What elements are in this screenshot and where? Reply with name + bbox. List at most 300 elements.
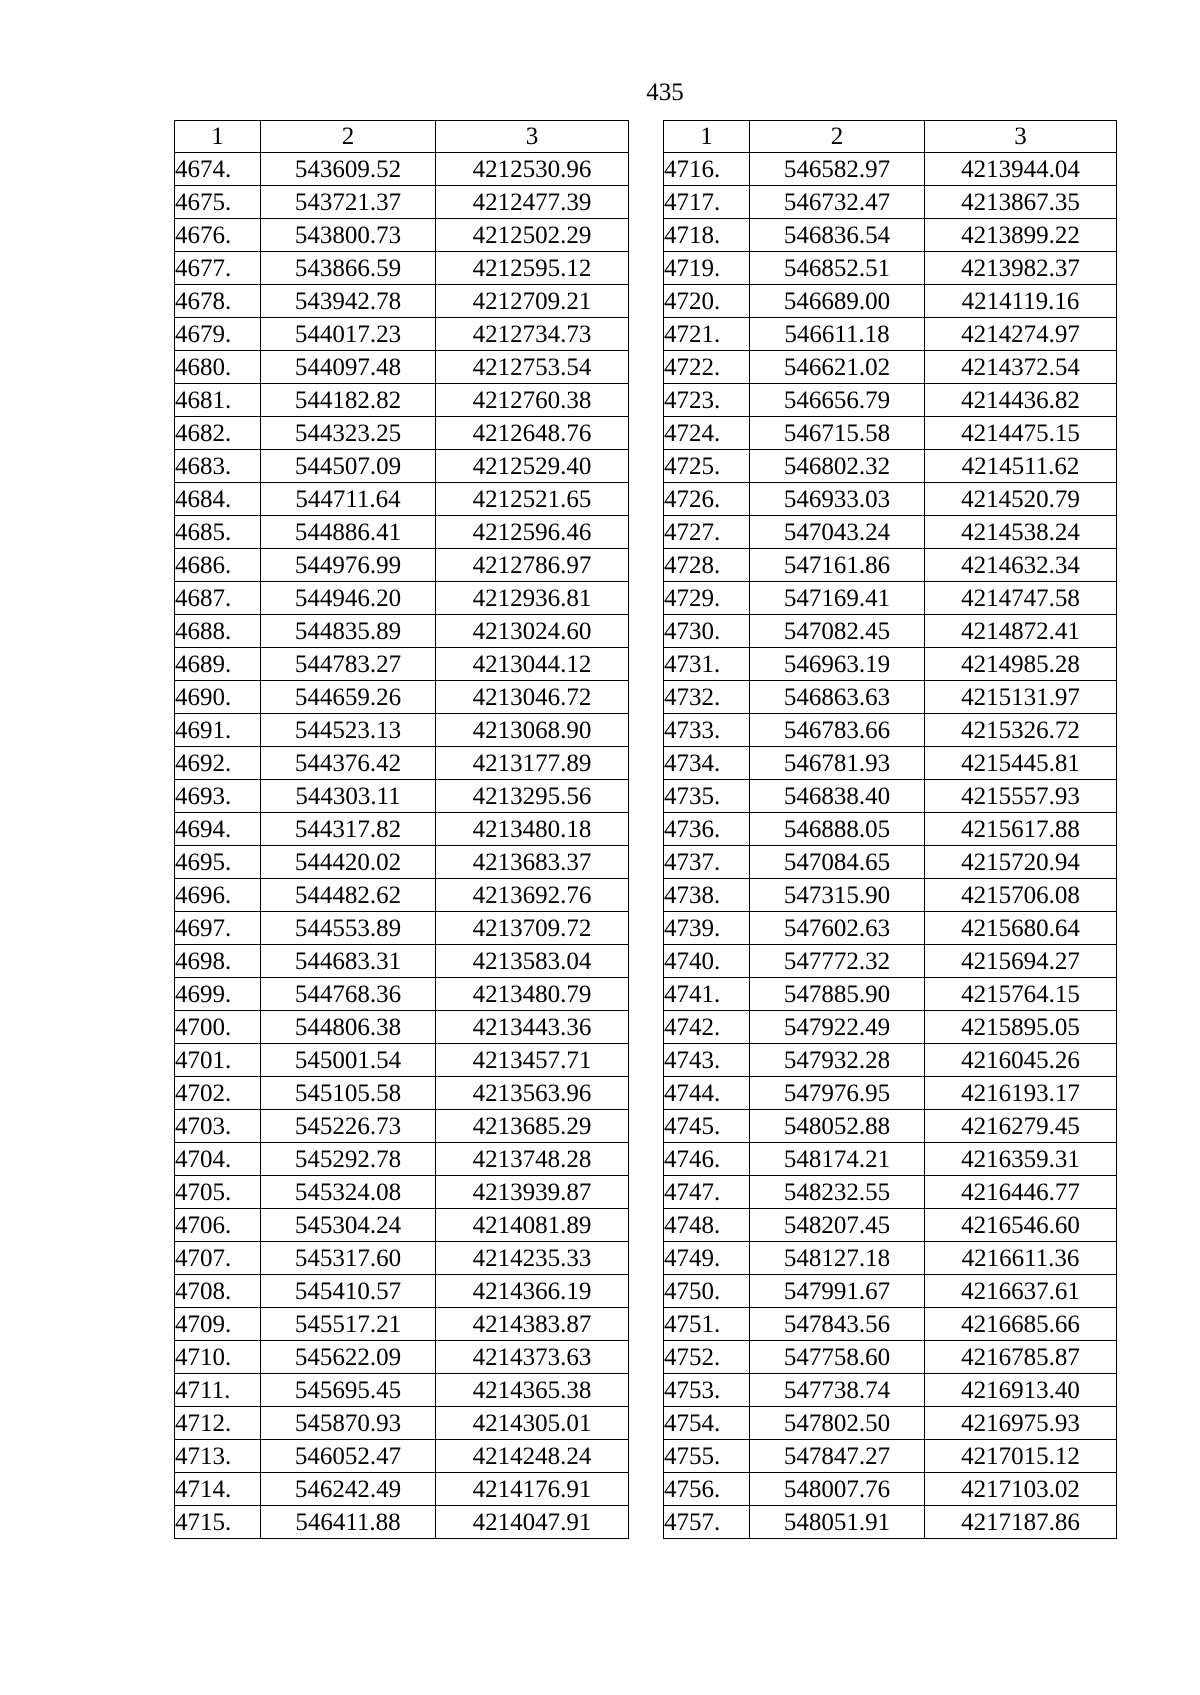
x-coordinate-cell: 547161.86: [750, 549, 925, 582]
y-coordinate-cell: 4214538.24: [925, 516, 1117, 549]
point-number-cell: 4680.: [175, 351, 261, 384]
point-number-cell: 4675.: [175, 186, 261, 219]
table-row: [664, 1077, 1117, 1110]
y-coordinate-cell: 4216913.40: [925, 1374, 1117, 1407]
x-coordinate-cell: 544482.62: [261, 879, 436, 912]
y-coordinate-cell: 4215720.94: [925, 846, 1117, 879]
table-row: [175, 1407, 629, 1440]
y-coordinate-cell: 4213024.60: [436, 615, 629, 648]
x-coordinate-cell: 547847.27: [750, 1440, 925, 1473]
x-coordinate-cell: 545517.21: [261, 1308, 436, 1341]
x-coordinate-cell: 545304.24: [261, 1209, 436, 1242]
table-row: [175, 582, 629, 615]
point-number-cell: 4682.: [175, 417, 261, 450]
y-coordinate-cell: 4213583.04: [436, 945, 629, 978]
x-coordinate-cell: 544711.64: [261, 483, 436, 516]
x-coordinate-cell: 544097.48: [261, 351, 436, 384]
y-coordinate-cell: 4213899.22: [925, 219, 1117, 252]
x-coordinate-cell: 545695.45: [261, 1374, 436, 1407]
coordinates-table-right: [663, 120, 1117, 1539]
x-coordinate-cell: 546852.51: [750, 252, 925, 285]
y-coordinate-cell: 4212502.29: [436, 219, 629, 252]
x-coordinate-cell: 544017.23: [261, 318, 436, 351]
y-coordinate-cell: 4213480.79: [436, 978, 629, 1011]
y-coordinate-cell: 4213685.29: [436, 1110, 629, 1143]
table-row: [664, 879, 1117, 912]
x-coordinate-cell: 547084.65: [750, 846, 925, 879]
x-coordinate-cell: 544303.11: [261, 780, 436, 813]
y-coordinate-cell: 4215557.93: [925, 780, 1117, 813]
x-coordinate-cell: 545410.57: [261, 1275, 436, 1308]
y-coordinate-cell: 4213748.28: [436, 1143, 629, 1176]
x-coordinate-cell: 547169.41: [750, 582, 925, 615]
header-row: [175, 121, 629, 153]
point-number-cell: 4723.: [664, 384, 750, 417]
x-coordinate-cell: 546732.47: [750, 186, 925, 219]
x-coordinate-cell: 544783.27: [261, 648, 436, 681]
y-coordinate-cell: 4212936.81: [436, 582, 629, 615]
table-row: [664, 1341, 1117, 1374]
y-coordinate-cell: 4215706.08: [925, 879, 1117, 912]
x-coordinate-cell: 547043.24: [750, 516, 925, 549]
point-number-cell: 4691.: [175, 714, 261, 747]
y-coordinate-cell: 4216446.77: [925, 1176, 1117, 1209]
point-number-cell: 4712.: [175, 1407, 261, 1440]
y-coordinate-cell: 4214248.24: [436, 1440, 629, 1473]
point-number-cell: 4757.: [664, 1506, 750, 1539]
table-row: [664, 1374, 1117, 1407]
y-coordinate-cell: 4214047.91: [436, 1506, 629, 1539]
x-coordinate-cell: 546411.88: [261, 1506, 436, 1539]
x-coordinate-cell: 546781.93: [750, 747, 925, 780]
x-coordinate-cell: 543609.52: [261, 153, 436, 186]
y-coordinate-cell: 4212753.54: [436, 351, 629, 384]
y-coordinate-cell: 4213443.36: [436, 1011, 629, 1044]
y-coordinate-cell: 4212786.97: [436, 549, 629, 582]
y-coordinate-cell: 4216685.66: [925, 1308, 1117, 1341]
table-row: [175, 1374, 629, 1407]
x-coordinate-cell: 545226.73: [261, 1110, 436, 1143]
table-row: [175, 1176, 629, 1209]
y-coordinate-cell: 4214365.38: [436, 1374, 629, 1407]
table-row: [175, 813, 629, 846]
point-number-cell: 4733.: [664, 714, 750, 747]
x-coordinate-cell: 544768.36: [261, 978, 436, 1011]
x-coordinate-cell: 546242.49: [261, 1473, 436, 1506]
point-number-cell: 4754.: [664, 1407, 750, 1440]
y-coordinate-cell: 4216611.36: [925, 1242, 1117, 1275]
point-number-cell: 4705.: [175, 1176, 261, 1209]
table-body: [664, 153, 1117, 1539]
x-coordinate-cell: 548051.91: [750, 1506, 925, 1539]
table-row: [664, 219, 1117, 252]
x-coordinate-cell: 547772.32: [750, 945, 925, 978]
y-coordinate-cell: 4216045.26: [925, 1044, 1117, 1077]
table-row: [175, 714, 629, 747]
point-number-cell: 4729.: [664, 582, 750, 615]
table-row: [175, 186, 629, 219]
table-row: [175, 1044, 629, 1077]
y-coordinate-cell: 4214081.89: [436, 1209, 629, 1242]
x-coordinate-cell: 544317.82: [261, 813, 436, 846]
x-coordinate-cell: 546656.79: [750, 384, 925, 417]
point-number-cell: 4687.: [175, 582, 261, 615]
table-row: [175, 1275, 629, 1308]
x-coordinate-cell: 544886.41: [261, 516, 436, 549]
point-number-cell: 4697.: [175, 912, 261, 945]
y-coordinate-cell: 4214475.15: [925, 417, 1117, 450]
x-coordinate-cell: 547922.49: [750, 1011, 925, 1044]
point-number-cell: 4677.: [175, 252, 261, 285]
y-coordinate-cell: 4215895.05: [925, 1011, 1117, 1044]
header-col-3: 3: [436, 121, 629, 153]
x-coordinate-cell: 547758.60: [750, 1341, 925, 1374]
x-coordinate-cell: 545292.78: [261, 1143, 436, 1176]
header-col-2: 2: [261, 121, 436, 153]
point-number-cell: 4699.: [175, 978, 261, 1011]
table-row: [664, 714, 1117, 747]
point-number-cell: 4735.: [664, 780, 750, 813]
table-row: [664, 417, 1117, 450]
table-row: [664, 1440, 1117, 1473]
header-col-1: 1: [664, 121, 750, 153]
table-row: [175, 285, 629, 318]
y-coordinate-cell: 4212521.65: [436, 483, 629, 516]
point-number-cell: 4696.: [175, 879, 261, 912]
x-coordinate-cell: 546582.97: [750, 153, 925, 186]
point-number-cell: 4731.: [664, 648, 750, 681]
x-coordinate-cell: 545870.93: [261, 1407, 436, 1440]
y-coordinate-cell: 4214119.16: [925, 285, 1117, 318]
table-row: [175, 1308, 629, 1341]
y-coordinate-cell: 4212596.46: [436, 516, 629, 549]
table-row: [175, 351, 629, 384]
y-coordinate-cell: 4213683.37: [436, 846, 629, 879]
y-coordinate-cell: 4213944.04: [925, 153, 1117, 186]
table-row: [664, 1506, 1117, 1539]
table-row: [664, 516, 1117, 549]
y-coordinate-cell: 4214274.97: [925, 318, 1117, 351]
point-number-cell: 4741.: [664, 978, 750, 1011]
point-number-cell: 4749.: [664, 1242, 750, 1275]
point-number-cell: 4730.: [664, 615, 750, 648]
table-header: [175, 121, 629, 153]
point-number-cell: 4743.: [664, 1044, 750, 1077]
point-number-cell: 4738.: [664, 879, 750, 912]
point-number-cell: 4695.: [175, 846, 261, 879]
table-row: [664, 912, 1117, 945]
y-coordinate-cell: 4217187.86: [925, 1506, 1117, 1539]
point-number-cell: 4726.: [664, 483, 750, 516]
point-number-cell: 4747.: [664, 1176, 750, 1209]
table-row: [664, 681, 1117, 714]
table-row: [175, 1341, 629, 1374]
x-coordinate-cell: 547738.74: [750, 1374, 925, 1407]
y-coordinate-cell: 4214511.62: [925, 450, 1117, 483]
y-coordinate-cell: 4215764.15: [925, 978, 1117, 1011]
y-coordinate-cell: 4213046.72: [436, 681, 629, 714]
point-number-cell: 4679.: [175, 318, 261, 351]
y-coordinate-cell: 4212530.96: [436, 153, 629, 186]
x-coordinate-cell: 544523.13: [261, 714, 436, 747]
point-number-cell: 4711.: [175, 1374, 261, 1407]
table-row: [664, 1011, 1117, 1044]
point-number-cell: 4752.: [664, 1341, 750, 1374]
point-number-cell: 4728.: [664, 549, 750, 582]
y-coordinate-cell: 4213480.18: [436, 813, 629, 846]
x-coordinate-cell: 545324.08: [261, 1176, 436, 1209]
point-number-cell: 4739.: [664, 912, 750, 945]
y-coordinate-cell: 4215326.72: [925, 714, 1117, 747]
table-row: [664, 285, 1117, 318]
point-number-cell: 4694.: [175, 813, 261, 846]
x-coordinate-cell: 544976.99: [261, 549, 436, 582]
table-row: [664, 1407, 1117, 1440]
point-number-cell: 4736.: [664, 813, 750, 846]
table-row: [664, 483, 1117, 516]
y-coordinate-cell: 4213867.35: [925, 186, 1117, 219]
table-row: [175, 153, 629, 186]
table-row: [664, 318, 1117, 351]
y-coordinate-cell: 4215131.97: [925, 681, 1117, 714]
y-coordinate-cell: 4216546.60: [925, 1209, 1117, 1242]
table-row: [664, 384, 1117, 417]
point-number-cell: 4753.: [664, 1374, 750, 1407]
table-row: [175, 1143, 629, 1176]
table-row: [664, 1308, 1117, 1341]
header-col-3: 3: [925, 121, 1117, 153]
x-coordinate-cell: 548174.21: [750, 1143, 925, 1176]
y-coordinate-cell: 4212734.73: [436, 318, 629, 351]
point-number-cell: 4734.: [664, 747, 750, 780]
point-number-cell: 4678.: [175, 285, 261, 318]
y-coordinate-cell: 4213044.12: [436, 648, 629, 681]
y-coordinate-cell: 4217015.12: [925, 1440, 1117, 1473]
x-coordinate-cell: 543800.73: [261, 219, 436, 252]
x-coordinate-cell: 544420.02: [261, 846, 436, 879]
point-number-cell: 4756.: [664, 1473, 750, 1506]
x-coordinate-cell: 545622.09: [261, 1341, 436, 1374]
point-number-cell: 4709.: [175, 1308, 261, 1341]
header-col-2: 2: [750, 121, 925, 153]
y-coordinate-cell: 4215445.81: [925, 747, 1117, 780]
y-coordinate-cell: 4213563.96: [436, 1077, 629, 1110]
point-number-cell: 4706.: [175, 1209, 261, 1242]
y-coordinate-cell: 4213692.76: [436, 879, 629, 912]
x-coordinate-cell: 544835.89: [261, 615, 436, 648]
point-number-cell: 4718.: [664, 219, 750, 252]
point-number-cell: 4713.: [175, 1440, 261, 1473]
y-coordinate-cell: 4212760.38: [436, 384, 629, 417]
point-number-cell: 4701.: [175, 1044, 261, 1077]
table-row: [175, 681, 629, 714]
table-row: [175, 549, 629, 582]
x-coordinate-cell: 546863.63: [750, 681, 925, 714]
y-coordinate-cell: 4215617.88: [925, 813, 1117, 846]
y-coordinate-cell: 4212709.21: [436, 285, 629, 318]
table-row: [175, 417, 629, 450]
table-row: [664, 351, 1117, 384]
y-coordinate-cell: 4216359.31: [925, 1143, 1117, 1176]
x-coordinate-cell: 546783.66: [750, 714, 925, 747]
point-number-cell: 4732.: [664, 681, 750, 714]
x-coordinate-cell: 546621.02: [750, 351, 925, 384]
y-coordinate-cell: 4214520.79: [925, 483, 1117, 516]
table-row: [175, 1506, 629, 1539]
table-row: [175, 1011, 629, 1044]
table-row: [175, 450, 629, 483]
table-header: [664, 121, 1117, 153]
point-number-cell: 4708.: [175, 1275, 261, 1308]
x-coordinate-cell: 543866.59: [261, 252, 436, 285]
table-row: [175, 615, 629, 648]
x-coordinate-cell: 544946.20: [261, 582, 436, 615]
y-coordinate-cell: 4214632.34: [925, 549, 1117, 582]
y-coordinate-cell: 4216279.45: [925, 1110, 1117, 1143]
y-coordinate-cell: 4213295.56: [436, 780, 629, 813]
table-row: [175, 846, 629, 879]
point-number-cell: 4684.: [175, 483, 261, 516]
table-row: [664, 615, 1117, 648]
y-coordinate-cell: 4214235.33: [436, 1242, 629, 1275]
table-row: [175, 747, 629, 780]
point-number-cell: 4692.: [175, 747, 261, 780]
point-number-cell: 4717.: [664, 186, 750, 219]
point-number-cell: 4748.: [664, 1209, 750, 1242]
table-row: [175, 879, 629, 912]
table-row: [664, 252, 1117, 285]
table-row: [175, 978, 629, 1011]
point-number-cell: 4737.: [664, 846, 750, 879]
table-body: [175, 153, 629, 1539]
x-coordinate-cell: 547082.45: [750, 615, 925, 648]
point-number-cell: 4750.: [664, 1275, 750, 1308]
point-number-cell: 4710.: [175, 1341, 261, 1374]
table-row: [664, 450, 1117, 483]
x-coordinate-cell: 546689.00: [750, 285, 925, 318]
table-row: [175, 219, 629, 252]
point-number-cell: 4744.: [664, 1077, 750, 1110]
table-row: [664, 1209, 1117, 1242]
point-number-cell: 4698.: [175, 945, 261, 978]
table-row: [175, 1242, 629, 1275]
y-coordinate-cell: 4212529.40: [436, 450, 629, 483]
x-coordinate-cell: 544376.42: [261, 747, 436, 780]
y-coordinate-cell: 4215680.64: [925, 912, 1117, 945]
table-row: [664, 549, 1117, 582]
x-coordinate-cell: 544323.25: [261, 417, 436, 450]
x-coordinate-cell: 546802.32: [750, 450, 925, 483]
table-row: [664, 1044, 1117, 1077]
table-row: [664, 153, 1117, 186]
table-row: [664, 582, 1117, 615]
point-number-cell: 4755.: [664, 1440, 750, 1473]
table-row: [175, 1440, 629, 1473]
point-number-cell: 4716.: [664, 153, 750, 186]
table-row: [175, 1110, 629, 1143]
point-number-cell: 4740.: [664, 945, 750, 978]
y-coordinate-cell: 4212477.39: [436, 186, 629, 219]
y-coordinate-cell: 4214366.19: [436, 1275, 629, 1308]
point-number-cell: 4702.: [175, 1077, 261, 1110]
y-coordinate-cell: 4216193.17: [925, 1077, 1117, 1110]
point-number-cell: 4725.: [664, 450, 750, 483]
x-coordinate-cell: 546838.40: [750, 780, 925, 813]
table-row: [664, 1176, 1117, 1209]
x-coordinate-cell: 547932.28: [750, 1044, 925, 1077]
table-row: [175, 483, 629, 516]
table-row: [664, 846, 1117, 879]
point-number-cell: 4727.: [664, 516, 750, 549]
table-row: [175, 1209, 629, 1242]
table-row: [664, 186, 1117, 219]
x-coordinate-cell: 546052.47: [261, 1440, 436, 1473]
x-coordinate-cell: 545317.60: [261, 1242, 436, 1275]
table-row: [664, 1275, 1117, 1308]
y-coordinate-cell: 4215694.27: [925, 945, 1117, 978]
y-coordinate-cell: 4214872.41: [925, 615, 1117, 648]
y-coordinate-cell: 4214436.82: [925, 384, 1117, 417]
table-row: [175, 648, 629, 681]
x-coordinate-cell: 548052.88: [750, 1110, 925, 1143]
point-number-cell: 4688.: [175, 615, 261, 648]
point-number-cell: 4714.: [175, 1473, 261, 1506]
y-coordinate-cell: 4214383.87: [436, 1308, 629, 1341]
x-coordinate-cell: 547802.50: [750, 1407, 925, 1440]
point-number-cell: 4700.: [175, 1011, 261, 1044]
y-coordinate-cell: 4213939.87: [436, 1176, 629, 1209]
point-number-cell: 4693.: [175, 780, 261, 813]
table-row: [664, 1242, 1117, 1275]
x-coordinate-cell: 546715.58: [750, 417, 925, 450]
x-coordinate-cell: 546836.54: [750, 219, 925, 252]
x-coordinate-cell: 547885.90: [750, 978, 925, 1011]
point-number-cell: 4689.: [175, 648, 261, 681]
y-coordinate-cell: 4214373.63: [436, 1341, 629, 1374]
y-coordinate-cell: 4216785.87: [925, 1341, 1117, 1374]
y-coordinate-cell: 4217103.02: [925, 1473, 1117, 1506]
point-number-cell: 4690.: [175, 681, 261, 714]
point-number-cell: 4685.: [175, 516, 261, 549]
point-number-cell: 4719.: [664, 252, 750, 285]
table-row: [175, 780, 629, 813]
x-coordinate-cell: 548232.55: [750, 1176, 925, 1209]
point-number-cell: 4703.: [175, 1110, 261, 1143]
y-coordinate-cell: 4214747.58: [925, 582, 1117, 615]
page-number: 435: [646, 79, 684, 106]
point-number-cell: 4674.: [175, 153, 261, 186]
point-number-cell: 4745.: [664, 1110, 750, 1143]
y-coordinate-cell: 4216975.93: [925, 1407, 1117, 1440]
point-number-cell: 4724.: [664, 417, 750, 450]
table-row: [664, 978, 1117, 1011]
point-number-cell: 4722.: [664, 351, 750, 384]
table-row: [664, 813, 1117, 846]
y-coordinate-cell: 4212595.12: [436, 252, 629, 285]
coordinates-table-left: [174, 120, 629, 1539]
table-row: [175, 318, 629, 351]
point-number-cell: 4746.: [664, 1143, 750, 1176]
x-coordinate-cell: 546611.18: [750, 318, 925, 351]
x-coordinate-cell: 547843.56: [750, 1308, 925, 1341]
x-coordinate-cell: 548007.76: [750, 1473, 925, 1506]
point-number-cell: 4715.: [175, 1506, 261, 1539]
table-row: [175, 912, 629, 945]
x-coordinate-cell: 544507.09: [261, 450, 436, 483]
y-coordinate-cell: 4213457.71: [436, 1044, 629, 1077]
point-number-cell: 4681.: [175, 384, 261, 417]
table-row: [664, 648, 1117, 681]
